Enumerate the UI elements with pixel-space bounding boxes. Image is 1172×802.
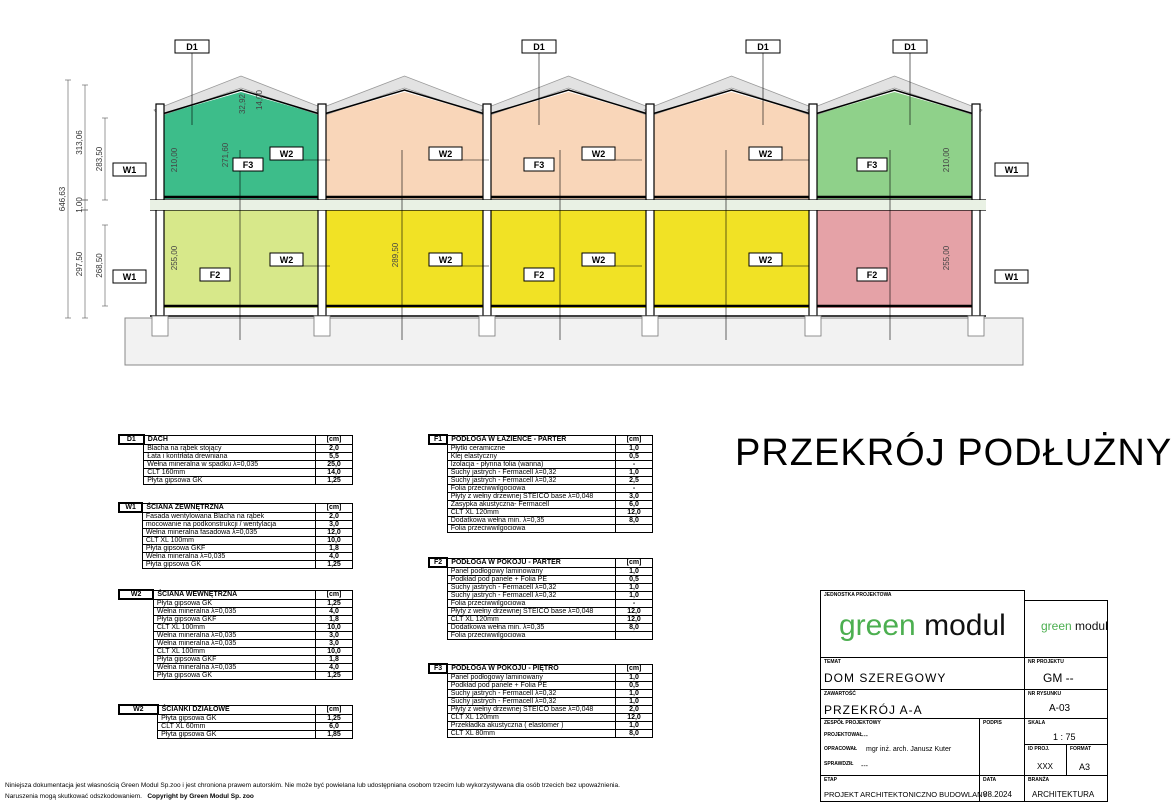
unit-label: JEDNOSTKA PROJEKTOWA [824, 592, 892, 598]
svg-text:F2: F2 [866, 270, 878, 280]
spec-layer: CLT XL 100mm [153, 647, 315, 655]
spec-thickness: 6,0 [616, 500, 653, 508]
spec-thickness: 5,5 [316, 452, 353, 460]
spec-row [119, 607, 353, 615]
label-w1-1 [113, 163, 146, 176]
spec-table-w2 [118, 704, 353, 739]
spec-layer: Suchy jastrych - Fermacell λ=0,32 [447, 591, 615, 599]
upper-room-3 [491, 114, 646, 199]
spec-layer: CLT XL 60mm [158, 722, 316, 730]
spec-thickness [616, 631, 653, 639]
foundation-post [479, 316, 495, 336]
foundation-post [805, 316, 821, 336]
spec-layer: Suchy jastrych - Fermacell λ=0,32 [447, 583, 615, 591]
spec-thickness: 2,0 [316, 444, 353, 452]
spec-thickness: 1,25 [316, 671, 353, 679]
svg-text:W1: W1 [1004, 165, 1019, 175]
spec-row [429, 599, 653, 607]
label-d1-2 [522, 40, 556, 53]
spec-thickness: 1,0 [616, 591, 653, 599]
spec-thickness: 0,5 [616, 575, 653, 583]
label-f2-1 [200, 268, 230, 281]
label-w2-6 [582, 253, 615, 266]
spec-thickness: 1,0 [616, 567, 653, 575]
spec-thickness: 10,0 [316, 647, 353, 655]
label-d1-1 [175, 40, 209, 53]
skala-value: 1 : 75 [1053, 732, 1076, 742]
spec-row [119, 647, 353, 655]
logo-small: green modul [1041, 619, 1108, 633]
spec-layer: Płyty z wełny drzewnej STEICO base λ=0,048 [447, 705, 615, 713]
section-drawing [0, 0, 1108, 420]
spec-thickness: 1,8 [316, 655, 353, 663]
spec-row [429, 689, 653, 697]
dim-l1: 255,00 [170, 245, 179, 271]
svg-text:W1: W1 [122, 272, 137, 282]
zespol-cell: ZESPÓŁ PROJEKTOWY PROJEKTOWAŁ --- OPRACOWAŁ mgr inż. arch. Janusz Kuter SPRAWDZIŁ --- [820, 718, 980, 776]
spec-row [119, 639, 353, 647]
logo-small-cell [1024, 600, 1108, 658]
spec-row [429, 460, 653, 468]
spec-row [119, 444, 353, 452]
branza-value: ARCHITEKTURA [1032, 790, 1095, 799]
label-w2-5 [582, 147, 615, 160]
spec-thickness: 12,0 [316, 528, 353, 536]
foundation-post [968, 316, 984, 336]
spec-thickness: 3,0 [316, 520, 353, 528]
svg-text:F2: F2 [533, 270, 545, 280]
lower-room-3 [491, 210, 646, 308]
spec-code: F2 [429, 558, 447, 567]
spec-row [429, 615, 653, 623]
spec-row [119, 468, 353, 476]
svg-text:D1: D1 [186, 42, 198, 52]
spec-code: F1 [429, 435, 447, 444]
label-w2-4 [429, 253, 462, 266]
lower-room-4 [654, 210, 809, 308]
temat-cell: TEMAT DOM SZEREGOWY [820, 657, 1025, 690]
foundation-post [152, 316, 168, 336]
spec-layer: Płyty z wełny drzewnej STEICO base λ=0,048 [447, 607, 615, 615]
spec-unit: [cm] [316, 435, 353, 444]
dim-l5: 255,00 [942, 245, 951, 271]
spec-layer: CLT XL 100mm [142, 536, 315, 544]
spec-title: ŚCIANKI DZIAŁOWE [158, 705, 316, 714]
spec-layer: CLT XL 80mm [447, 729, 615, 737]
spec-thickness: 14,0 [316, 468, 353, 476]
footer-line1: Niniejsza dokumentacja jest własnością Green Modul Sp.zoo i jest chroniona prawem autorskim. Nie może być powielana lub udostępniana osobom trzecim lub wykorzystywana dla osób trzecich bez upoważnienia. [5, 782, 620, 789]
etap-cell: ETAP PROJEKT ARCHITEKTONICZNO BUDOWLANY [820, 775, 980, 802]
logo-large: green modul [839, 609, 1006, 642]
spec-row [429, 591, 653, 599]
spec-thickness: 1,85 [316, 730, 353, 738]
data-cell: DATA 08.2024 [979, 775, 1025, 802]
spec-layer: Zasypka akustyczna- Fermacell [447, 500, 615, 508]
spec-layer: Płyta gipsowa GK [142, 560, 315, 568]
spec-row [429, 681, 653, 689]
spec-code: W2 [119, 590, 153, 599]
upper-room-4 [654, 114, 809, 199]
spec-row [119, 631, 353, 639]
spec-row [119, 528, 353, 536]
dim-u1b: 271,60 [221, 142, 230, 168]
spec-code: W1 [119, 503, 142, 512]
spec-layer: CLT XL 100mm [153, 623, 315, 631]
spec-row [429, 524, 653, 532]
nr-rys-cell: NR RYSUNKU A-03 [1024, 689, 1108, 719]
label-f2-2 [524, 268, 554, 281]
spec-title: DACH [144, 435, 316, 444]
spec-thickness: 25,0 [316, 460, 353, 468]
drawing-title: PRZEKRÓJ PODŁUŻNY [735, 432, 1172, 474]
svg-text:F3: F3 [533, 160, 545, 170]
svg-text:W2: W2 [438, 149, 453, 159]
spec-thickness: 12,0 [616, 607, 653, 615]
spec-thickness: 1,25 [316, 714, 353, 722]
spec-layer: Przekładka akustyczna ( elastomer ) [447, 721, 615, 729]
label-w2-8 [749, 253, 782, 266]
spec-row [119, 560, 353, 568]
spec-thickness: 6,0 [316, 722, 353, 730]
spec-thickness: - [616, 599, 653, 607]
svg-text:W2: W2 [279, 255, 294, 265]
svg-text:W1: W1 [1004, 272, 1019, 282]
spec-code: D1 [119, 435, 144, 444]
spec-title: ŚCIANA ZEWNĘTRZNA [142, 503, 315, 512]
spec-thickness: 1,0 [616, 673, 653, 681]
label-w1-2 [113, 270, 146, 283]
label-d1-4 [893, 40, 927, 53]
spec-thickness: 8,0 [616, 623, 653, 631]
dim-total: 646,63 [58, 186, 67, 212]
svg-text:F3: F3 [242, 160, 254, 170]
spec-layer: Podkład pod panele + Folia PE [447, 681, 615, 689]
temat-value: DOM SZEREGOWY [824, 671, 947, 685]
spec-thickness: 1,0 [616, 583, 653, 591]
spec-layer: Panel podłogowy laminowany [447, 567, 615, 575]
label-f3-1 [233, 158, 263, 171]
spec-layer: Płyta gipsowa GKF [153, 615, 315, 623]
spec-title: PODŁOGA W POKOJU - PARTER [447, 558, 615, 567]
spec-row [119, 714, 353, 722]
unit-cell [820, 590, 1025, 658]
spec-row [429, 567, 653, 575]
spec-unit: [cm] [616, 664, 653, 673]
spec-row [429, 484, 653, 492]
spec-row [429, 583, 653, 591]
spec-table-w1 [118, 502, 353, 569]
spec-layer: Płyta gipsowa GK [153, 599, 315, 607]
svg-text:W2: W2 [438, 255, 453, 265]
spec-thickness: 3,0 [316, 631, 353, 639]
spec-row [429, 476, 653, 484]
spec-table-f2 [428, 557, 653, 640]
ground-foundation [125, 318, 1023, 365]
spec-row [119, 615, 353, 623]
label-f3-2 [524, 158, 554, 171]
spec-layer: Wełna mineralna λ=0,035 [153, 607, 315, 615]
spec-thickness: 4,0 [316, 552, 353, 560]
spec-unit: [cm] [316, 590, 353, 599]
spec-table-f1 [428, 434, 653, 533]
spec-thickness: 1,0 [616, 689, 653, 697]
spec-layer: Płyta gipsowa GK [158, 730, 316, 738]
spec-table-d1 [118, 434, 353, 485]
spec-row [119, 536, 353, 544]
spec-unit: [cm] [316, 705, 353, 714]
spec-layer: Suchy jastrych - Fermacell λ=0,32 [447, 468, 615, 476]
opracowal-value: mgr inż. arch. Janusz Kuter [866, 746, 952, 753]
spec-layer: Fasada wentylowana Blacha na rąbek [142, 512, 315, 520]
svg-text:W1: W1 [122, 165, 137, 175]
svg-text:W2: W2 [758, 255, 773, 265]
spec-layer: Wełna mineralna λ=0,035 [153, 639, 315, 647]
spec-thickness: 1,25 [316, 476, 353, 484]
label-w2-3 [429, 147, 462, 160]
spec-title: PODŁOGA W POKOJU - PIĘTRO [447, 664, 615, 673]
label-w1-3 [995, 163, 1028, 176]
spec-thickness: 1,8 [316, 615, 353, 623]
spec-title: PODŁOGA W ŁAZIENCE - PARTER [447, 435, 615, 444]
spec-row [119, 552, 353, 560]
spec-unit: [cm] [316, 503, 353, 512]
etap-value: PROJEKT ARCHITEKTONICZNO BUDOWLANY [824, 790, 988, 799]
spec-thickness: 12,0 [616, 713, 653, 721]
id-proj-cell: ID PROJ. XXX [1024, 744, 1067, 776]
format-cell: FORMAT A3 [1066, 744, 1108, 776]
foundation-post [314, 316, 330, 336]
label-w2-7 [749, 147, 782, 160]
spec-layer: CLT 160mm [144, 468, 316, 476]
spec-unit: [cm] [616, 558, 653, 567]
spec-thickness: 3,0 [316, 639, 353, 647]
spec-layer: Wełna mineralna λ=0,035 [153, 663, 315, 671]
spec-row [119, 544, 353, 552]
label-f3-3 [857, 158, 887, 171]
spec-thickness: 3,0 [616, 492, 653, 500]
foundation-post [642, 316, 658, 336]
spec-layer: Suchy jastrych - Fermacell λ=0,32 [447, 697, 615, 705]
spec-layer: Dodatkowa wełna min. λ=0,35 [447, 623, 615, 631]
label-w1-4 [995, 270, 1028, 283]
spec-layer: CLT XL 120mm [447, 713, 615, 721]
spec-code: F3 [429, 664, 447, 673]
spec-layer: Suchy jastrych - Fermacell λ=0,32 [447, 689, 615, 697]
spec-layer: Dodatkowa wełna min. λ=0,35 [447, 516, 615, 524]
spec-layer: Panel podłogowy laminowany [447, 673, 615, 681]
spec-row [119, 476, 353, 484]
svg-text:D1: D1 [533, 42, 545, 52]
spec-layer: Płyta gipsowa GK [153, 671, 315, 679]
dim-roof-a: 32,92 [238, 93, 247, 115]
spec-thickness: 8,0 [616, 729, 653, 737]
spec-row [429, 631, 653, 639]
spec-layer: Podkład pod panele + Folia PE [447, 575, 615, 583]
spec-row [429, 575, 653, 583]
spec-thickness: 0,5 [616, 681, 653, 689]
spec-layer: Płyta gipsowa GK [158, 714, 316, 722]
spec-thickness: 4,0 [316, 607, 353, 615]
spec-thickness: 10,0 [316, 623, 353, 631]
spec-thickness: 4,0 [316, 663, 353, 671]
spec-thickness: 1,0 [616, 721, 653, 729]
spec-row [429, 508, 653, 516]
spec-thickness: 1,25 [316, 560, 353, 568]
spec-row [429, 607, 653, 615]
spec-layer: Płyta gipsowa GKF [153, 655, 315, 663]
spec-layer: CLT XL 120mm [447, 508, 615, 516]
spec-thickness: 2,5 [616, 476, 653, 484]
spec-layer: Folia przeciwwilgociowa [447, 599, 615, 607]
spec-row [119, 655, 353, 663]
spec-row [119, 671, 353, 679]
label-f2-3 [857, 268, 887, 281]
spec-layer: Klej elastyczny [447, 452, 615, 460]
spec-row [429, 492, 653, 500]
dim-upper-inner: 283,50 [95, 146, 104, 172]
spec-layer: Płyta gipsowa GK [144, 476, 316, 484]
spec-layer: Izolacja - płynna folia (wanna) [447, 460, 615, 468]
spec-row [429, 623, 653, 631]
spec-unit: [cm] [616, 435, 653, 444]
spec-row [429, 713, 653, 721]
spec-row [429, 705, 653, 713]
svg-text:F2: F2 [209, 270, 221, 280]
label-w2-2 [270, 253, 303, 266]
spec-row [429, 697, 653, 705]
dim-mid: 289,50 [391, 242, 400, 268]
nr-rys-value: A-03 [1049, 703, 1071, 714]
spec-row [119, 722, 353, 730]
spec-row [429, 721, 653, 729]
svg-text:W2: W2 [758, 149, 773, 159]
spec-thickness: 1,0 [616, 468, 653, 476]
spec-row [119, 623, 353, 631]
svg-text:D1: D1 [757, 42, 769, 52]
spec-thickness: 8,0 [616, 516, 653, 524]
svg-text:W2: W2 [279, 149, 294, 159]
spec-row [429, 444, 653, 452]
spec-row [119, 520, 353, 528]
zawartosc-value: PRZEKRÓJ A-A [824, 703, 923, 717]
spec-row [429, 468, 653, 476]
spec-thickness: - [616, 460, 653, 468]
svg-text:D1: D1 [904, 42, 916, 52]
svg-text:W2: W2 [591, 149, 606, 159]
spec-thickness: - [616, 484, 653, 492]
nr-proj-value: GM -- [1043, 671, 1074, 685]
branza-cell: BRANŻA ARCHITEKTURA [1024, 775, 1108, 802]
spec-layer: Wełna mineralna λ=0,035 [142, 552, 315, 560]
dim-mid: 1,00 [75, 197, 84, 213]
spec-layer: CLT XL 120mm [447, 615, 615, 623]
skala-cell: SKALA 1 : 75 [1024, 718, 1108, 745]
spec-thickness: 2,0 [316, 512, 353, 520]
spec-row [119, 599, 353, 607]
spec-row [429, 673, 653, 681]
spec-layer: Płyta gipsowa GKF [142, 544, 315, 552]
spec-layer: mocowanie na podkonstrukcji / wentylacja [142, 520, 315, 528]
spec-thickness: 1,0 [616, 697, 653, 705]
spec-code: W2 [119, 705, 158, 714]
dim-u1: 210,00 [170, 147, 179, 173]
svg-text:F3: F3 [866, 160, 878, 170]
spec-table-f3 [428, 663, 653, 738]
spec-thickness: 1,8 [316, 544, 353, 552]
spec-row [429, 516, 653, 524]
spec-layer: Wełna mineralna w spadku λ=0,035 [144, 460, 316, 468]
dim-roof-b: 14,00 [255, 89, 264, 111]
spec-layer: Suchy jastrych - Fermacell λ=0,32 [447, 476, 615, 484]
spec-title: ŚCIANA WEWNĘTRZNA [153, 590, 315, 599]
spec-thickness: 1,0 [616, 444, 653, 452]
spec-layer: Folia przeciwwilgociowa [447, 484, 615, 492]
dim-u5: 210,00 [942, 147, 951, 173]
svg-text:W2: W2 [591, 255, 606, 265]
spec-thickness: 2,0 [616, 705, 653, 713]
dim-lower: 297,50 [75, 251, 84, 277]
footer-line2: Naruszenia mogą skutkować odszkodowaniem. Copyright by Green Modul Sp. zoo [5, 793, 254, 800]
podpis-cell: PODPIS [979, 718, 1025, 776]
spec-thickness [616, 524, 653, 532]
spec-thickness: 10,0 [316, 536, 353, 544]
dim-upper: 313,06 [75, 130, 84, 155]
spec-row [119, 663, 353, 671]
nr-proj-cell: NR PROJEKTU GM -- [1024, 657, 1108, 690]
spec-thickness: 1,25 [316, 599, 353, 607]
slab [150, 200, 986, 210]
spec-row [119, 452, 353, 460]
label-w2-1 [270, 147, 303, 160]
dim-lower-inner: 268,50 [95, 253, 104, 278]
spec-layer: Wełna mineralna λ=0,035 [153, 631, 315, 639]
spec-layer: Płytki ceramiczne [447, 444, 615, 452]
data-value: 08.2024 [983, 790, 1012, 799]
spec-layer: Łata i kontrłata drewniana [144, 452, 316, 460]
spec-thickness: 12,0 [616, 508, 653, 516]
spec-thickness: 12,0 [616, 615, 653, 623]
spec-table-w2 [118, 589, 353, 680]
spec-layer: Blacha na rąbek stojący [144, 444, 316, 452]
spec-layer: Folia przeciwwilgociowa [447, 524, 615, 532]
spec-row [119, 730, 353, 738]
zawartosc-cell: ZAWARTOŚĆ PRZEKRÓJ A-A [820, 689, 1025, 719]
spec-layer: Folia przeciwwilgociowa [447, 631, 615, 639]
spec-row [429, 729, 653, 737]
spec-layer: Płyty z wełny drzewnej STEICO base λ=0,048 [447, 492, 615, 500]
label-d1-3 [746, 40, 780, 53]
spec-thickness: 0,5 [616, 452, 653, 460]
spec-layer: Wełna mineralna fasadowa λ=0,035 [142, 528, 315, 536]
spec-row [119, 460, 353, 468]
spec-row [429, 500, 653, 508]
spec-row [429, 452, 653, 460]
spec-row [119, 512, 353, 520]
